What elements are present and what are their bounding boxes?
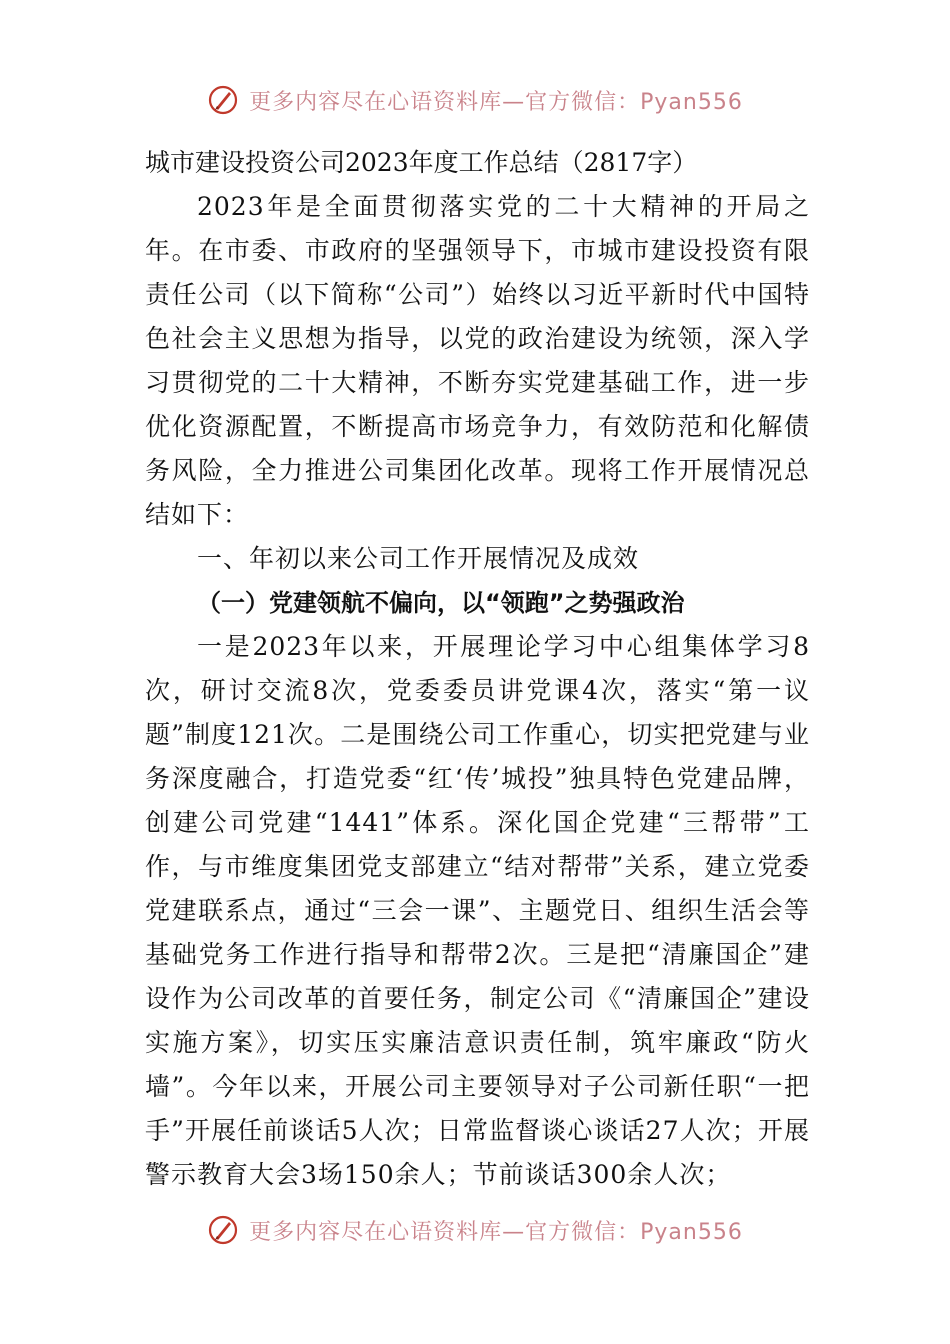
subsection-heading: （一）党建领航不偏向，以“领跑”之势强政治 xyxy=(197,589,685,617)
watermark-footer xyxy=(0,1210,950,1250)
watermark-text: 更多内容尽在心语资料库—官方微信：Pyan556 xyxy=(249,1219,743,1245)
document-title: 城市建设投资公司2023年度工作总结（2817字） xyxy=(145,148,698,177)
document-body xyxy=(145,141,810,1197)
section-heading: 一、年初以来公司工作开展情况及成效 xyxy=(197,544,640,573)
intro-paragraph: 2023年是全面贯彻落实党的二十大精神的开局之年。在市委、市政府的坚强领导下，市城市建设投资有限责任公司（以下简称“公司”）始终以习近平新时代中国特色社会主义思想为指导，以党的政治建设为统领，深入学习贯彻党的二十大精神，不断夯实党建基础工作，进一步优化资源配置，不断提高市场竞争力，有效防范和化解债务风险，全力推进公司集团化改革。现将工作开展情况总结如下： xyxy=(145,192,810,529)
watermark-header xyxy=(0,80,950,120)
watermark-text: 更多内容尽在心语资料库—官方微信：Pyan556 xyxy=(249,89,743,115)
quill-logo-icon xyxy=(207,1214,239,1246)
body-paragraph: 一是2023年以来，开展理论学习中心组集体学习8次，研讨交流8次，党委委员讲党课4次，落实“第一议题”制度121次。二是围绕公司工作重心，切实把党建与业务深度融合，打造党委“红‘传’城投”独具特色党建品牌，创建公司党建“1441”体系。深化国企党建“三帮带”工作，与市维度集团党支部建立“结对帮带”关系，建立党委党建联系点，通过“三会一课”、主题党日、组织生活会等基础党务工作进行指导和帮带2次。三是把“清廉国企”建设作为公司改革的首要任务，制定公司《“清廉国企”建设实施方案》，切实压实廉洁意识责任制，筑牢廉政“防火墙”。今年以来，开展公司主要领导对子公司新任职“一把手”开展任前谈话5人次；日常监督谈心谈话27人次；开展警示教育大会3场150余人；节前谈话300余人次； xyxy=(145,632,810,1189)
quill-logo-icon xyxy=(207,84,239,116)
